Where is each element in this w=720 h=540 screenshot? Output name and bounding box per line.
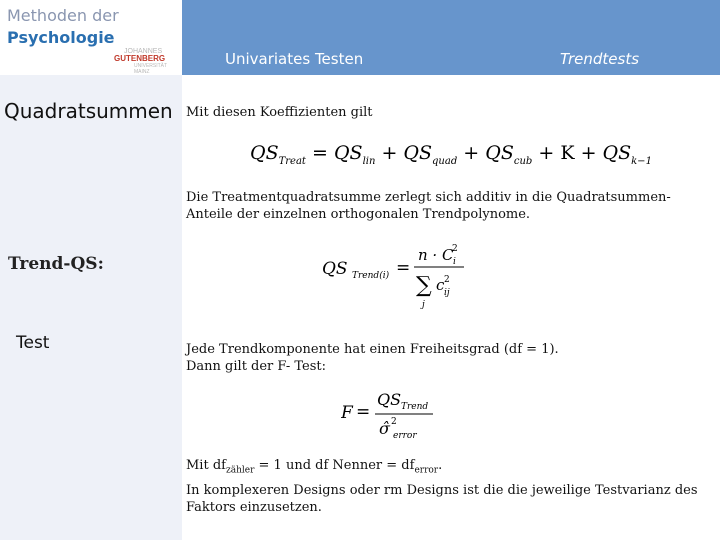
trend-qs-formula [322,240,472,310]
svg-text:2: 2 [444,275,450,285]
svg-text:c: c [436,276,445,294]
svg-text:JOHANNES: JOHANNES [124,48,163,55]
svg-text:error: error [393,431,417,441]
complex-designs-note: In komplexeren Designs oder rm Designs ist die die jeweilige Testvarianz des Faktors einzusetzen. [186,483,698,515]
sidebar-label-test: Test [16,333,50,353]
svg-text:∑: ∑ [416,273,432,298]
svg-text:2: 2 [452,244,458,254]
decomposition-explanation: Die Treatmentquadratsumme zerlegt sich additiv in die Quadratsummen-Anteile der einzelnen orthogonalen Trendpolynome. [186,190,671,222]
svg-text:GUTENBERG: GUTENBERG [114,54,166,63]
sidebar-label-quadratsummen: Quadratsummen [4,99,173,123]
svg-text:UNIVERSITÄT: UNIVERSITÄT [134,63,168,69]
svg-text:σ̂: σ̂ [379,419,390,438]
svg-text:MAINZ: MAINZ [134,69,150,74]
topic-title-line2: Psychologie [7,28,115,47]
svg-text:QS: QS [322,259,348,279]
svg-text:ij: ij [444,288,450,298]
header-section-title: Univariates Testen [225,50,364,68]
df-explanation: Jede Trendkomponente hat einen Freiheitsgrad (df = 1). Dann gilt der F- Test: [186,342,559,374]
svg-text:i: i [453,257,456,267]
svg-text:F: F [341,403,353,423]
svg-text:=: = [356,402,371,422]
svg-text:=: = [396,258,411,278]
university-logo [112,46,176,74]
svg-text:2: 2 [391,417,397,427]
svg-text:j: j [422,300,425,310]
svg-text:n · C: n · C [418,246,454,264]
svg-text:QS: QS [377,390,402,409]
header-topic-title: Trendtests [560,50,640,68]
svg-text:Trend(i): Trend(i) [352,271,390,281]
qs-decomposition-formula: $QS_{Treat} = QS_{lin} + QS_{quad} + QS_{cub} + K + QS_{k-1}$ [250,142,652,167]
topic-title-line1: Methoden der [7,6,119,25]
f-test-formula [341,386,451,442]
svg-text:Trend: Trend [401,402,429,412]
intro-text: Mit diesen Koeffizienten gilt [186,105,373,120]
sidebar [0,75,182,540]
df-values-line: Mit $df_{zähler} = 1$ und df Nenner = $df_{error}$. [186,458,443,476]
sidebar-label-trend-qs: Trend-QS: [8,254,104,274]
